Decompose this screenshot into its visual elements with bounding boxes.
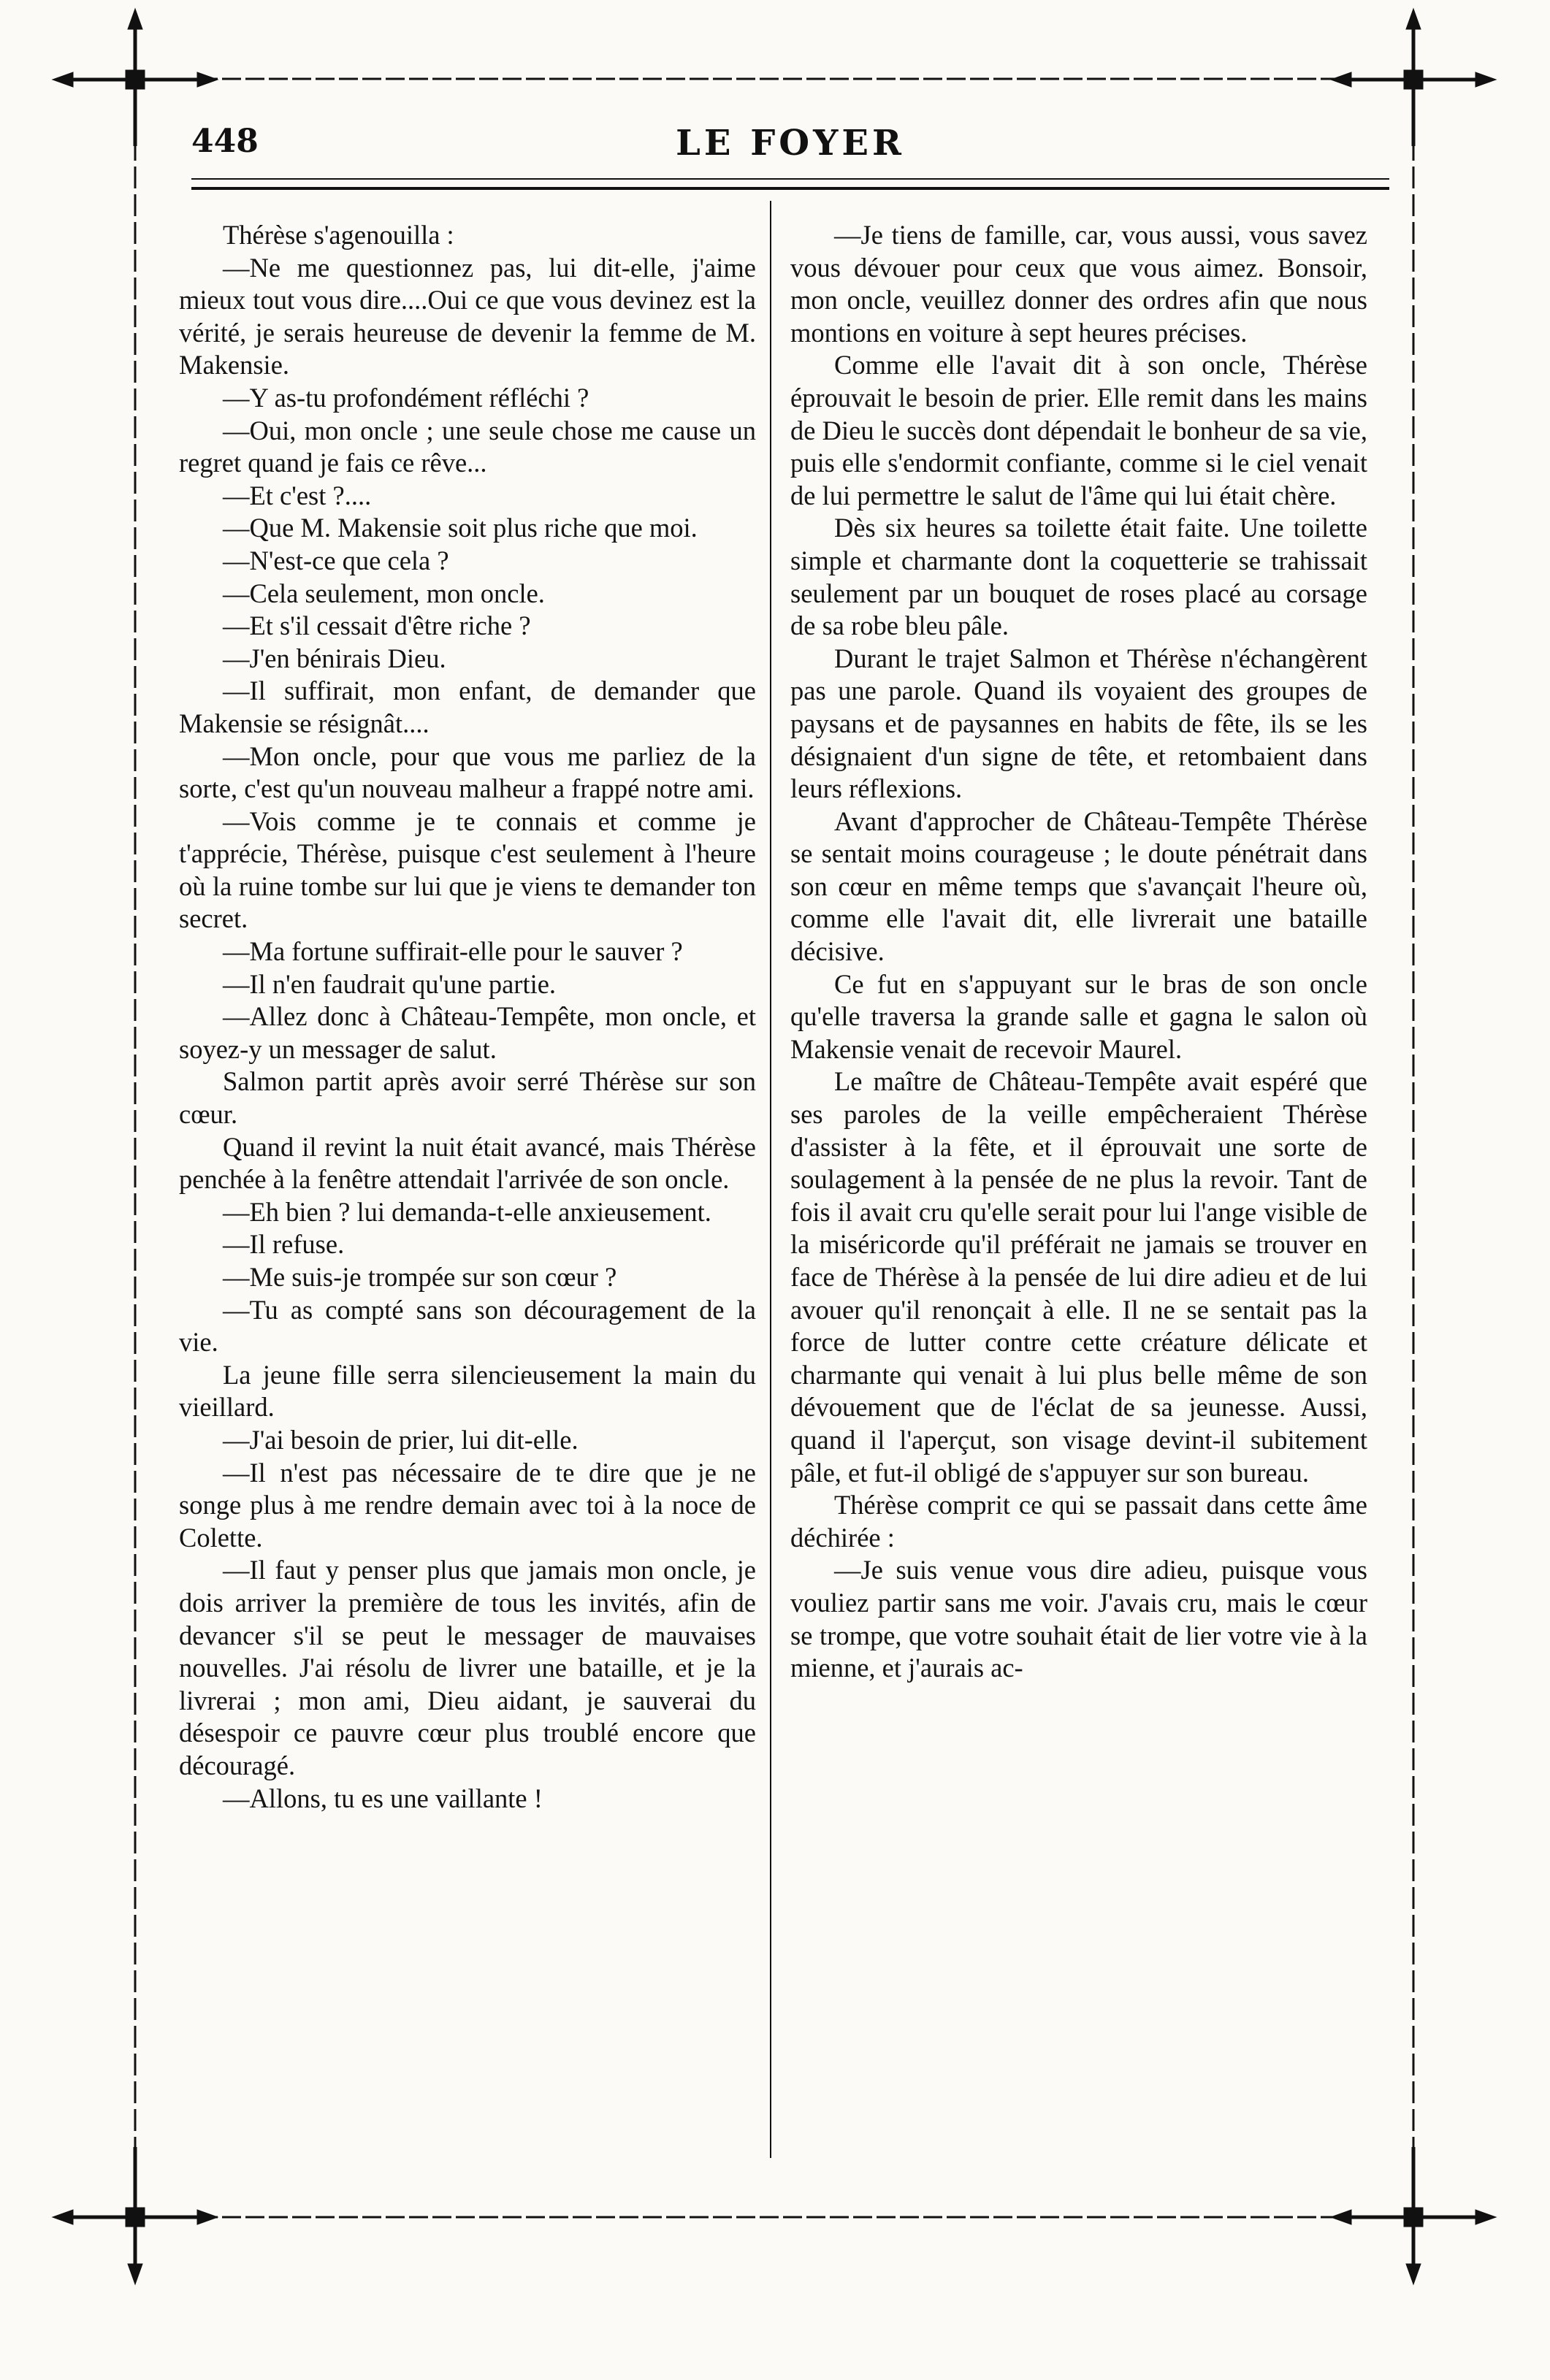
paragraph: —Ma fortune suffirait-elle pour le sauver ?	[223, 936, 683, 967]
paragraph: Durant le trajet Salmon et Thérèse n'échangèrent pas une parole. Quand ils voyaient des groupes de paysans et de paysannes en habits de fête, ils se les désignaient d'un signe de tête, et retombaient dans leurs réflexions.	[790, 643, 1367, 804]
paragraph: —Allez donc à Château-Tempête, mon oncle, et soyez-y un messager de salut.	[179, 1001, 756, 1064]
text-column-right	[790, 219, 1367, 2147]
paragraph: Quand il revint la nuit était avancé, mais Thérèse penchée à la fenêtre attendait l'arrivée de son oncle.	[179, 1131, 756, 1195]
paragraph: —Je suis venue vous dire adieu, puisque vous vouliez partir sans me voir. J'avais cru, mais le cœur se trompe, que votre souhait était de lier votre vie à la mienne, et j'aurais ac-	[790, 1555, 1367, 1683]
paragraph: —Eh bien ? lui demanda-t-elle anxieusement.	[223, 1196, 711, 1227]
paragraph: —Mon oncle, pour que vous me parliez de la sorte, c'est qu'un nouveau malheur a frappé notre ami.	[179, 741, 756, 804]
paragraph: —Tu as compté sans son découragement de la vie.	[179, 1294, 756, 1358]
paragraph: —Il suffirait, mon enfant, de demander que Makensie se résignât....	[179, 676, 756, 738]
paragraph: Dès six heures sa toilette était faite. Une toilette simple et charmante dont la coquetterie se trahissait seulement par un bouquet de roses placé au corsage de sa robe bleu pâle.	[790, 513, 1367, 641]
paragraph: —Et s'il cessait d'être riche ?	[223, 611, 531, 641]
paragraph: Salmon partit après avoir serré Thérèse sur son cœur.	[179, 1066, 756, 1130]
paragraph: —Me suis-je trompée sur son cœur ?	[223, 1262, 617, 1292]
paragraph: Le maître de Château-Tempête avait espéré que ses paroles de la veille empêcheraient Thérèse d'assister à la fête, et il éprouvait une sorte de soulagement à la pensée de ne plus la revoir. Tant de fois il avait cru qu'elle serait pour lui l'ange visible de la miséricorde qu'il préférait ne jamais se trouver en face de Thérèse à la pensée de lui dire adieu et de lui avouer qu'il renonçait à elle. Il ne se sentait pas la force de lutter contre cette créature délicate et charmante qui venait à lui plus belle même de son dévouement que de l'éclat de sa jeunesse. Aussi, quand il l'aperçut, son visage devint-il subitement pâle, et fut-il obligé de s'appuyer sur son bureau.	[790, 1066, 1367, 1488]
paragraph: —Je tiens de famille, car, vous aussi, vous savez vous dévouer pour ceux que vous aimez. Bonsoir, mon oncle, veuillez donner des ordres afin que nous montions en voiture à sept heures précises.	[790, 220, 1367, 348]
paragraph: —Cela seulement, mon oncle.	[223, 578, 545, 608]
text-column-left	[179, 219, 756, 2147]
journal-title: LE FOYER	[676, 123, 905, 164]
paragraph: —J'ai besoin de prier, lui dit-elle.	[223, 1424, 579, 1455]
paragraph: La jeune fille serra silencieusement la main du vieillard.	[179, 1359, 756, 1423]
paragraph: —N'est-ce que cela ?	[223, 545, 449, 575]
paragraph: —Il refuse.	[223, 1229, 345, 1260]
paragraph: Thérèse s'agenouilla :	[223, 220, 454, 250]
paragraph: Ce fut en s'appuyant sur le bras de son oncle qu'elle traversa la grande salle et gagna le salon où Makensie venait de recevoir Maurel.	[790, 968, 1367, 1064]
paragraph: —Il faut y penser plus que jamais mon oncle, je dois arriver la première de tous les invités, afin de devancer s'il se peut le messager de mauvaises nouvelles. J'ai résolu de livrer une bataille, et je la livrerai ; mon ami, Dieu aidant, je sauverai du désespoir ce pauvre cœur plus troublé encore que découragé.	[179, 1555, 756, 1780]
paragraph: —Que M. Makensie soit plus riche que moi.	[223, 513, 698, 543]
paragraph: —Il n'en faudrait qu'une partie.	[223, 968, 557, 999]
running-head	[191, 123, 1389, 174]
paragraph: —Ne me questionnez pas, lui dit-elle, j'aime mieux tout vous dire....Oui ce que vous devinez est la vérité, je serais heureuse de devenir la femme de M. Makensie.	[179, 252, 756, 380]
paragraph: Avant d'approcher de Château-Tempête Thérèse se sentait moins courageuse ; le doute pénétrait dans son cœur en même temps que s'avançait l'heure où, comme elle l'avait dit, elle livrerait une bataille décisive.	[790, 806, 1367, 967]
page-number: 448	[191, 123, 259, 160]
paragraph: —Et c'est ?....	[223, 480, 372, 510]
corner-ornament-bottom-right	[1331, 2147, 1496, 2284]
paragraph: —Il n'est pas nécessaire de te dire que je ne songe plus à me rendre demain avec toi à la noce de Colette.	[179, 1457, 756, 1553]
paragraph: —Allons, tu es une vaillante !	[223, 1783, 543, 1813]
paragraph: Thérèse comprit ce qui se passait dans cette âme déchirée :	[790, 1490, 1367, 1553]
paragraph: —Vois comme je te connais et comme je t'apprécie, Thérèse, puisque c'est seulement à l'heure où la ruine tombe sur lui que je viens te demander ton secret.	[179, 806, 756, 934]
paragraph: —J'en bénirais Dieu.	[223, 643, 446, 673]
paragraph: —Y as-tu profondément réfléchi ?	[223, 382, 589, 413]
paragraph: —Oui, mon oncle ; une seule chose me cause un regret quand je fais ce rêve...	[179, 415, 756, 478]
corner-ornament-bottom-left	[53, 2147, 218, 2284]
paragraph: Comme elle l'avait dit à son oncle, Thérèse éprouvait le besoin de prier. Elle remit dans les mains de Dieu le succès dont dépendait le bonheur de sa vie, puis elle s'endormit confiante, comme si le ciel venait de lui permettre le salut de l'âme qui lui était chère.	[790, 350, 1367, 510]
